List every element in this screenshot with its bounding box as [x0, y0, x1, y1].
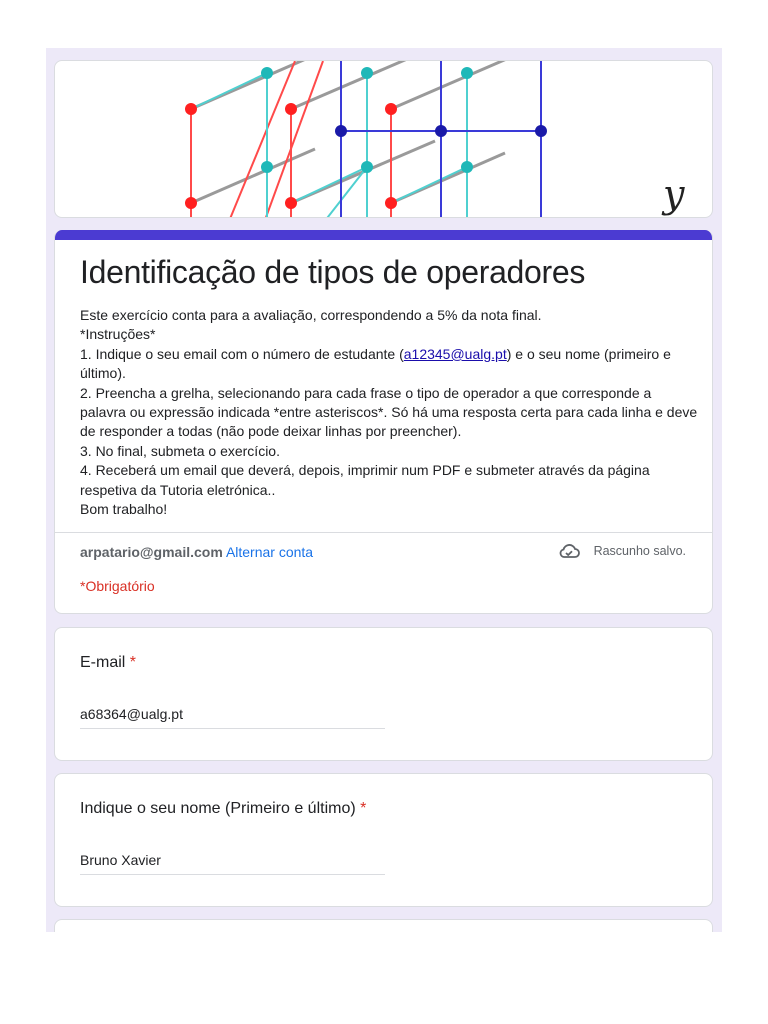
question-label: [80, 800, 366, 818]
required-asterisk: *: [129, 654, 137, 671]
cloud-check-icon: [558, 543, 580, 559]
draft-status: [558, 543, 686, 559]
question-label-text: Indique o seu nome (Primeiro e último): [80, 800, 356, 817]
question-label: [80, 654, 136, 672]
account-email: arpatario@gmail.com: [80, 544, 223, 560]
name-input[interactable]: Bruno Xavier: [80, 852, 385, 875]
accent-bar: [55, 230, 712, 240]
divider: [55, 532, 712, 533]
question-email: [54, 627, 713, 761]
description-text: 1. Indique o seu email com o número de estudante (: [80, 345, 404, 362]
email-input[interactable]: a68364@ualg.pt: [80, 706, 385, 729]
description-closing: Bom trabalho!: [80, 501, 168, 518]
operator-lattice-illustration: [55, 61, 713, 218]
required-asterisk: *: [360, 800, 367, 817]
description-line: *Instruções*: [80, 326, 156, 343]
description-item-3: 3. No final, submeta o exercício.: [80, 442, 280, 459]
question-name: [54, 773, 713, 907]
form-title: Identificação de tipos de operadores: [80, 254, 586, 290]
required-note: *Obrigatório: [80, 578, 155, 594]
description-item-4: 4. Receberá um email que deverá, depois, imprimir num PDF e submeter através da página respetiva da Tutoria eletrónica..: [80, 462, 650, 498]
example-email-link[interactable]: a12345@ualg.pt: [403, 345, 507, 362]
draft-status-text: Rascunho salvo.: [593, 544, 686, 558]
form-title-card: [54, 230, 713, 614]
switch-account-link[interactable]: Alternar conta: [225, 544, 314, 560]
description-text: ) e o seu nome (primeiro e último).: [80, 345, 671, 382]
description-item-1: [80, 345, 700, 384]
form-description: [80, 306, 700, 519]
header-image-card: [54, 60, 713, 218]
next-question-card: [54, 919, 713, 932]
account-row: [80, 544, 313, 560]
axis-letter: y: [663, 172, 685, 216]
question-label-text: E-mail: [80, 654, 126, 671]
form-background: [46, 48, 722, 932]
description-line: Este exercício conta para a avaliação, correspondendo a 5% da nota final.: [80, 307, 542, 323]
description-item-2: 2. Preencha a grelha, selecionando para cada frase o tipo de operador a que corresponde a palavra ou expressão indicada *entre asteriscos*. Só há uma resposta certa para cada linha e deve de responder a todas (não pode deixar linhas por preencher).: [80, 384, 698, 440]
